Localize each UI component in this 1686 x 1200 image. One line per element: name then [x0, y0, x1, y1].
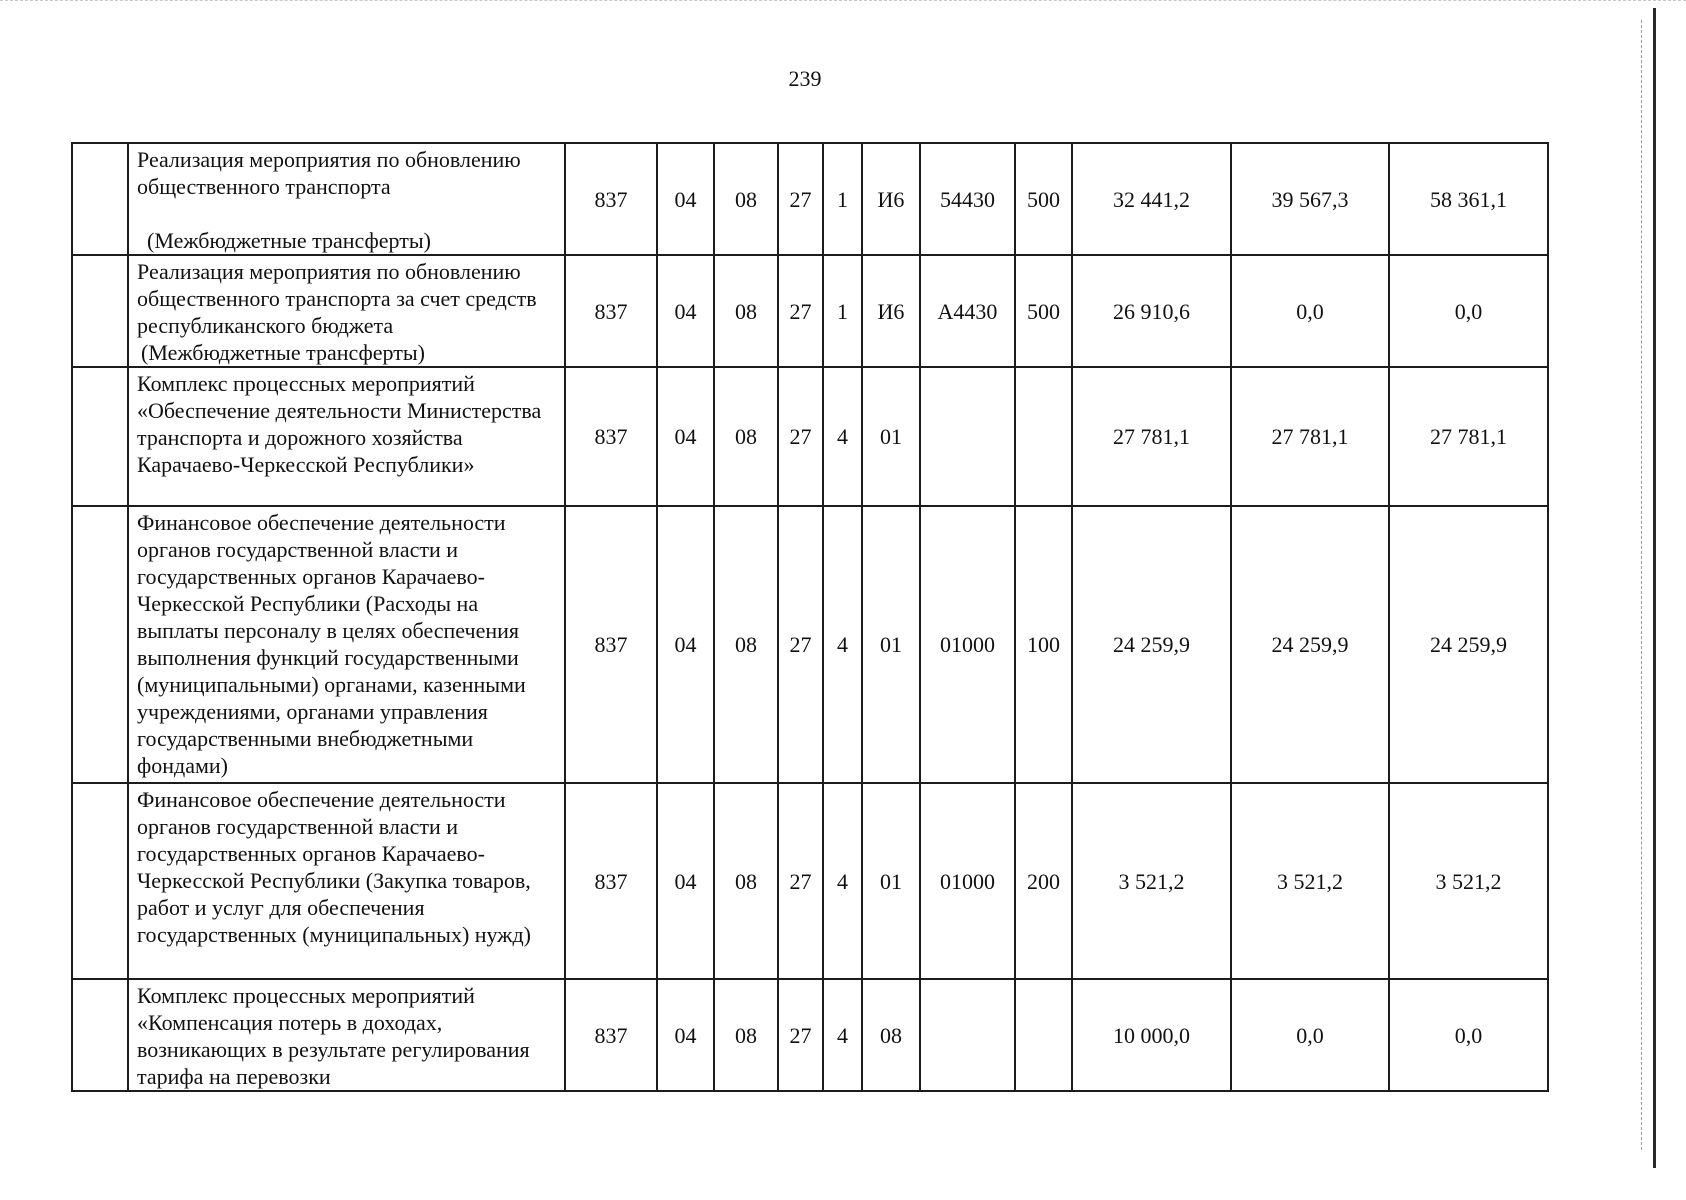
- ved-code: 837: [565, 783, 657, 979]
- row-index-cell: [72, 255, 128, 367]
- ved-code: 837: [565, 367, 657, 506]
- measure-code: 01: [862, 367, 920, 506]
- scan-edge-right: [1649, 8, 1656, 1168]
- amount-year-3: 3 521,2: [1389, 783, 1548, 979]
- expense-name-text: Комплекс процессных мероприятий «Компенсация потерь в доходах, возникающих в результате регулирования тарифа на перевозки: [137, 983, 530, 1089]
- rz-code: 04: [657, 506, 714, 783]
- pr-code: 08: [714, 367, 778, 506]
- pr-code: 08: [714, 506, 778, 783]
- expense-type-code: 500: [1015, 255, 1072, 367]
- row-index-cell: [72, 367, 128, 506]
- pr-code: 08: [714, 143, 778, 255]
- row-index-cell: [72, 979, 128, 1091]
- ved-code: 837: [565, 506, 657, 783]
- pr-code: 08: [714, 979, 778, 1091]
- direction-code: 01000: [920, 506, 1015, 783]
- table-row: [72, 255, 1548, 367]
- expense-name-cell: [128, 783, 565, 979]
- amount-year-1: 26 910,6: [1072, 255, 1231, 367]
- ved-code: 837: [565, 979, 657, 1091]
- amount-year-3: 0,0: [1389, 979, 1548, 1091]
- subprogram-code: 4: [823, 979, 862, 1091]
- pr-code: 08: [714, 255, 778, 367]
- measure-code: 01: [862, 506, 920, 783]
- ved-code: 837: [565, 255, 657, 367]
- amount-year-3: 58 361,1: [1389, 143, 1548, 255]
- direction-code: [920, 979, 1015, 1091]
- program-code: 27: [778, 255, 823, 367]
- expense-name-note: (Межбюджетные трансферты): [147, 228, 431, 253]
- direction-code: 54430: [920, 143, 1015, 255]
- expense-name-text: Финансовое обеспечение деятельности органов государственной власти и государственных органов Карачаево-Черкесской Республики (Закупка товаров, работ и услуг для обеспечения государственных (муниципальных) нужд): [137, 787, 531, 947]
- expense-name-cell: [128, 143, 565, 255]
- expense-type-code: 200: [1015, 783, 1072, 979]
- subprogram-code: 4: [823, 783, 862, 979]
- ved-code: 837: [565, 143, 657, 255]
- expense-type-code: [1015, 367, 1072, 506]
- amount-year-1: 32 441,2: [1072, 143, 1231, 255]
- expense-name-text: Реализация мероприятия по обновлению общественного транспорта: [137, 147, 521, 199]
- amount-year-3: 0,0: [1389, 255, 1548, 367]
- subprogram-code: 1: [823, 143, 862, 255]
- amount-year-2: 0,0: [1231, 255, 1389, 367]
- program-code: 27: [778, 783, 823, 979]
- direction-code: [920, 367, 1015, 506]
- amount-year-2: 39 567,3: [1231, 143, 1389, 255]
- expense-name-cell: [128, 506, 565, 783]
- program-code: 27: [778, 506, 823, 783]
- amount-year-1: 27 781,1: [1072, 367, 1231, 506]
- row-index-cell: [72, 506, 128, 783]
- expense-name-note: (Межбюджетные трансферты): [141, 340, 425, 365]
- subprogram-code: 1: [823, 255, 862, 367]
- expense-name-cell: [128, 979, 565, 1091]
- table-row: [72, 979, 1548, 1091]
- amount-year-1: 10 000,0: [1072, 979, 1231, 1091]
- pr-code: 08: [714, 783, 778, 979]
- table-row: [72, 506, 1548, 783]
- direction-code: 01000: [920, 783, 1015, 979]
- row-index-cell: [72, 783, 128, 979]
- direction-code: А4430: [920, 255, 1015, 367]
- program-code: 27: [778, 143, 823, 255]
- scan-edge-top: [0, 0, 1686, 12]
- measure-code: 01: [862, 783, 920, 979]
- rz-code: 04: [657, 255, 714, 367]
- rz-code: 04: [657, 143, 714, 255]
- rz-code: 04: [657, 979, 714, 1091]
- expense-name-cell: [128, 367, 565, 506]
- scan-edge-right-dashed: [1640, 20, 1642, 1150]
- table-row: [72, 367, 1548, 506]
- page-number: 239: [788, 66, 822, 91]
- expense-name-text: Реализация мероприятия по обновлению общественного транспорта за счет средств республиканского бюджета: [137, 259, 537, 338]
- expense-type-code: 100: [1015, 506, 1072, 783]
- amount-year-1: 3 521,2: [1072, 783, 1231, 979]
- measure-code: И6: [862, 255, 920, 367]
- program-code: 27: [778, 367, 823, 506]
- rz-code: 04: [657, 367, 714, 506]
- amount-year-3: 27 781,1: [1389, 367, 1548, 506]
- subprogram-code: 4: [823, 367, 862, 506]
- table-row: [72, 143, 1548, 255]
- amount-year-2: 0,0: [1231, 979, 1389, 1091]
- budget-table: [71, 142, 1549, 1092]
- table-row: [72, 783, 1548, 979]
- rz-code: 04: [657, 783, 714, 979]
- expense-type-code: [1015, 979, 1072, 1091]
- expense-type-code: 500: [1015, 143, 1072, 255]
- amount-year-2: 3 521,2: [1231, 783, 1389, 979]
- expense-name-text: Комплекс процессных мероприятий «Обеспечение деятельности Министерства транспорта и дорожного хозяйства Карачаево-Черкесской Республики»: [137, 371, 542, 477]
- amount-year-3: 24 259,9: [1389, 506, 1548, 783]
- expense-name-text: Финансовое обеспечение деятельности органов государственной власти и государственных органов Карачаево-Черкесской Республики (Расходы на выплаты персоналу в целях обеспечения выполнения функций государственными (муниципальными) органами, казенными учреждениями, органами управления государственными внебюджетными фондами): [137, 510, 526, 778]
- amount-year-2: 24 259,9: [1231, 506, 1389, 783]
- amount-year-2: 27 781,1: [1231, 367, 1389, 506]
- measure-code: 08: [862, 979, 920, 1091]
- row-index-cell: [72, 143, 128, 255]
- measure-code: И6: [862, 143, 920, 255]
- amount-year-1: 24 259,9: [1072, 506, 1231, 783]
- subprogram-code: 4: [823, 506, 862, 783]
- expense-name-cell: [128, 255, 565, 367]
- program-code: 27: [778, 979, 823, 1091]
